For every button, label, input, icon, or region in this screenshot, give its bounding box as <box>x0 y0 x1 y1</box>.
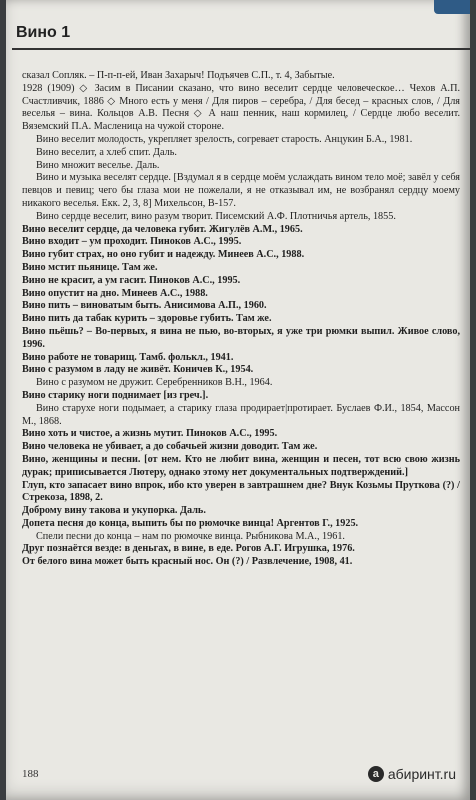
text-line: сказал Сопляк. – П-п-п-ей, Иван Захарыч! Подъячев С.П., т. 4, Забытые. <box>22 70 335 81</box>
text-line: Вино опустит на дно. Минеев А.С., 1988. <box>22 287 208 299</box>
text-line: Вино, женщины и песни. [от нем. Кто не любит вина, женщин и песен, тот всю свою жизнь дурак; приписывается Лютеру, однако этому нет документальных подтверждений.] <box>22 453 460 478</box>
text-line: Вино пьёшь? – Во-первых, я вина не пью, во-вторых, я уже три рюмки выпил. Живое слово, 1996. <box>22 325 460 350</box>
labirint-logo-icon: a <box>368 766 384 782</box>
text-line: Вино мстит пьянице. Там же. <box>22 261 158 273</box>
text-line: Вино пить да табак курить – здоровье губить. Там же. <box>22 313 272 325</box>
text-line: Глуп, кто запасает вино впрок, ибо кто уверен в завтрашнем дне? Внук Козьмы Пруткова (?) / Стрекоза, 1898, 2. <box>22 479 460 504</box>
text-line: Вино пить – виноватым быть. Анисимова А.П., 1960. <box>22 300 267 312</box>
text-line: Вино не красит, а ум гасит. Пиноков А.С., 1995. <box>22 274 241 286</box>
text-line: Вино работе не товарищ. Тамб. фолькл., 1941. <box>22 351 234 363</box>
text-line: Вино веселит молодость, укрепляет зрелость, согревает старость. Анцукин Б.А., 1981. <box>36 133 413 145</box>
text-line: Вино старику ноги поднимает [из греч.]. <box>22 389 209 401</box>
text-line: Вино множит веселье. Даль. <box>36 159 160 171</box>
text-line: Допета песня до конца, выпить бы по рюмочке винца! Аргентов Г., 1925. <box>22 517 359 529</box>
text-line: Вино старухе ноги подымает, а старику глаза продирает|протирает. Буслаев Ф.И., 1854, Массон М., 1868. <box>22 402 460 427</box>
text-line: 1928 (1909) ◇ Засим в Писании сказано, что вино веселит сердце человеческое… Чехов А.П. Счастливчик, 1886 ◇ Много есть у меня / Для пиров – серебра, / Для бесед – красных слов, / Для веселья – вина. Кольцов А.В. Песня ◇ А наш пенник, наш кормилец, / Сердце любо веселит. Вяземский П.А. Масленица на чужой стороне. <box>22 82 460 133</box>
text-line: Доброму вину такова и укупорка. Даль. <box>22 505 206 517</box>
text-line: Вино губит страх, но оно губит и надежду. Минеев А.С., 1988. <box>22 249 305 261</box>
page-number: 188 <box>22 768 39 780</box>
header-divider <box>12 48 470 50</box>
text-line: Вино и музыка веселят сердце. [Вздумал я в сердце моём услаждать вином тело моё; завёл у себя певцов и певиц; чего бы глаза мои не пожелали, я не отказывал им, не возбранял сердцу моему никакого веселья. Екк. 2, 3, 8] Михельсон, В-157. <box>22 172 460 209</box>
text-line: Вино веселит сердце, да человека губит. Жигулёв А.М., 1965. <box>22 223 303 235</box>
text-line: Вино с разумом в ладу не живёт. Коничев К., 1954. <box>22 364 254 376</box>
text-line: Вино хоть и чистое, а жизнь мутит. Пиноков А.С., 1995. <box>22 428 278 440</box>
text-line: Спели песни до конца – нам по рюмочке винца. Рыбникова М.А., 1961. <box>36 530 345 542</box>
text-line: Вино с разумом не дружит. Серебренников В.Н., 1964. <box>36 377 273 389</box>
text-line: Вино сердце веселит, вино разум творит. Писемский А.Ф. Плотничья артель, 1855. <box>36 210 396 222</box>
dictionary-text <box>22 70 460 569</box>
book-page <box>6 0 470 800</box>
text-line: Вино веселит, а хлеб спит. Даль. <box>36 146 177 158</box>
page-title: Вино 1 <box>16 24 71 41</box>
watermark-text: абиринт.ru <box>387 766 456 782</box>
text-line: От белого вина может быть красный нос. Он (?) / Развлечение, 1908, 41. <box>22 556 353 568</box>
text-line: Друг познаётся везде: в деньгах, в вине, в еде. Рогов А.Г. Игрушка, 1976. <box>22 543 355 555</box>
corner-tab <box>434 0 470 14</box>
labirint-watermark <box>368 766 456 782</box>
text-line: Вино человека не убивает, а до собачьей жизни доводит. Там же. <box>22 441 318 453</box>
text-line: Вино входит – ум проходит. Пиноков А.С., 1995. <box>22 236 242 248</box>
